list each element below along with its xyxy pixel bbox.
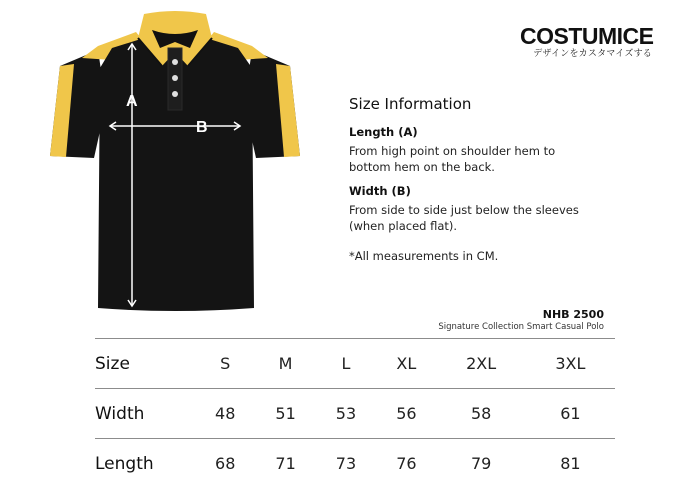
size-table xyxy=(95,338,615,488)
table-cell: XL xyxy=(376,339,436,389)
table-cell: 48 xyxy=(195,389,255,439)
table-cell: 58 xyxy=(437,389,526,439)
width-heading: Width (B) xyxy=(349,184,411,198)
polo-shirt-image xyxy=(40,8,310,320)
row-label: Width xyxy=(95,389,195,439)
brand-tagline: デザインをカスタマイズする xyxy=(533,49,652,59)
brand-logo xyxy=(520,24,652,60)
length-heading: Length (A) xyxy=(349,125,418,139)
table-cell: 53 xyxy=(316,389,376,439)
table-cell: 79 xyxy=(470,454,492,473)
table-cell: 73 xyxy=(335,454,357,473)
table-cell: 2XL xyxy=(437,339,526,389)
table-cell: 3XL xyxy=(526,339,615,389)
table-cell: 68 xyxy=(215,454,236,473)
width-text: From side to side just below the sleeves (when placed flat). xyxy=(349,203,579,233)
table-cell: M xyxy=(255,339,315,389)
product-label xyxy=(420,308,604,333)
table-cell: 76 xyxy=(396,454,417,473)
size-information xyxy=(349,95,589,273)
table-header-row xyxy=(95,339,615,389)
label-a: A xyxy=(126,93,138,110)
table-row xyxy=(95,439,615,489)
brand-name: COSTUMICE xyxy=(520,23,654,49)
product-code: NHB 2500 xyxy=(542,308,604,321)
row-label: Length xyxy=(95,453,154,474)
table-cell: 51 xyxy=(255,389,315,439)
measurement-note: *All measurements in CM. xyxy=(349,249,499,263)
table-cell: 81 xyxy=(560,454,581,473)
row-label: Size xyxy=(95,339,195,389)
label-b: B xyxy=(196,119,208,136)
table-cell: S xyxy=(195,339,255,389)
table-cell: 71 xyxy=(275,454,296,473)
table-cell: 61 xyxy=(526,389,615,439)
table-cell: L xyxy=(316,339,376,389)
product-name: Signature Collection Smart Casual Polo xyxy=(438,322,604,332)
table-cell: 56 xyxy=(376,389,436,439)
table-row xyxy=(95,389,615,439)
length-text: From high point on shoulder hem to bottom hem on the back. xyxy=(349,144,556,174)
info-title: Size Information xyxy=(349,95,472,113)
